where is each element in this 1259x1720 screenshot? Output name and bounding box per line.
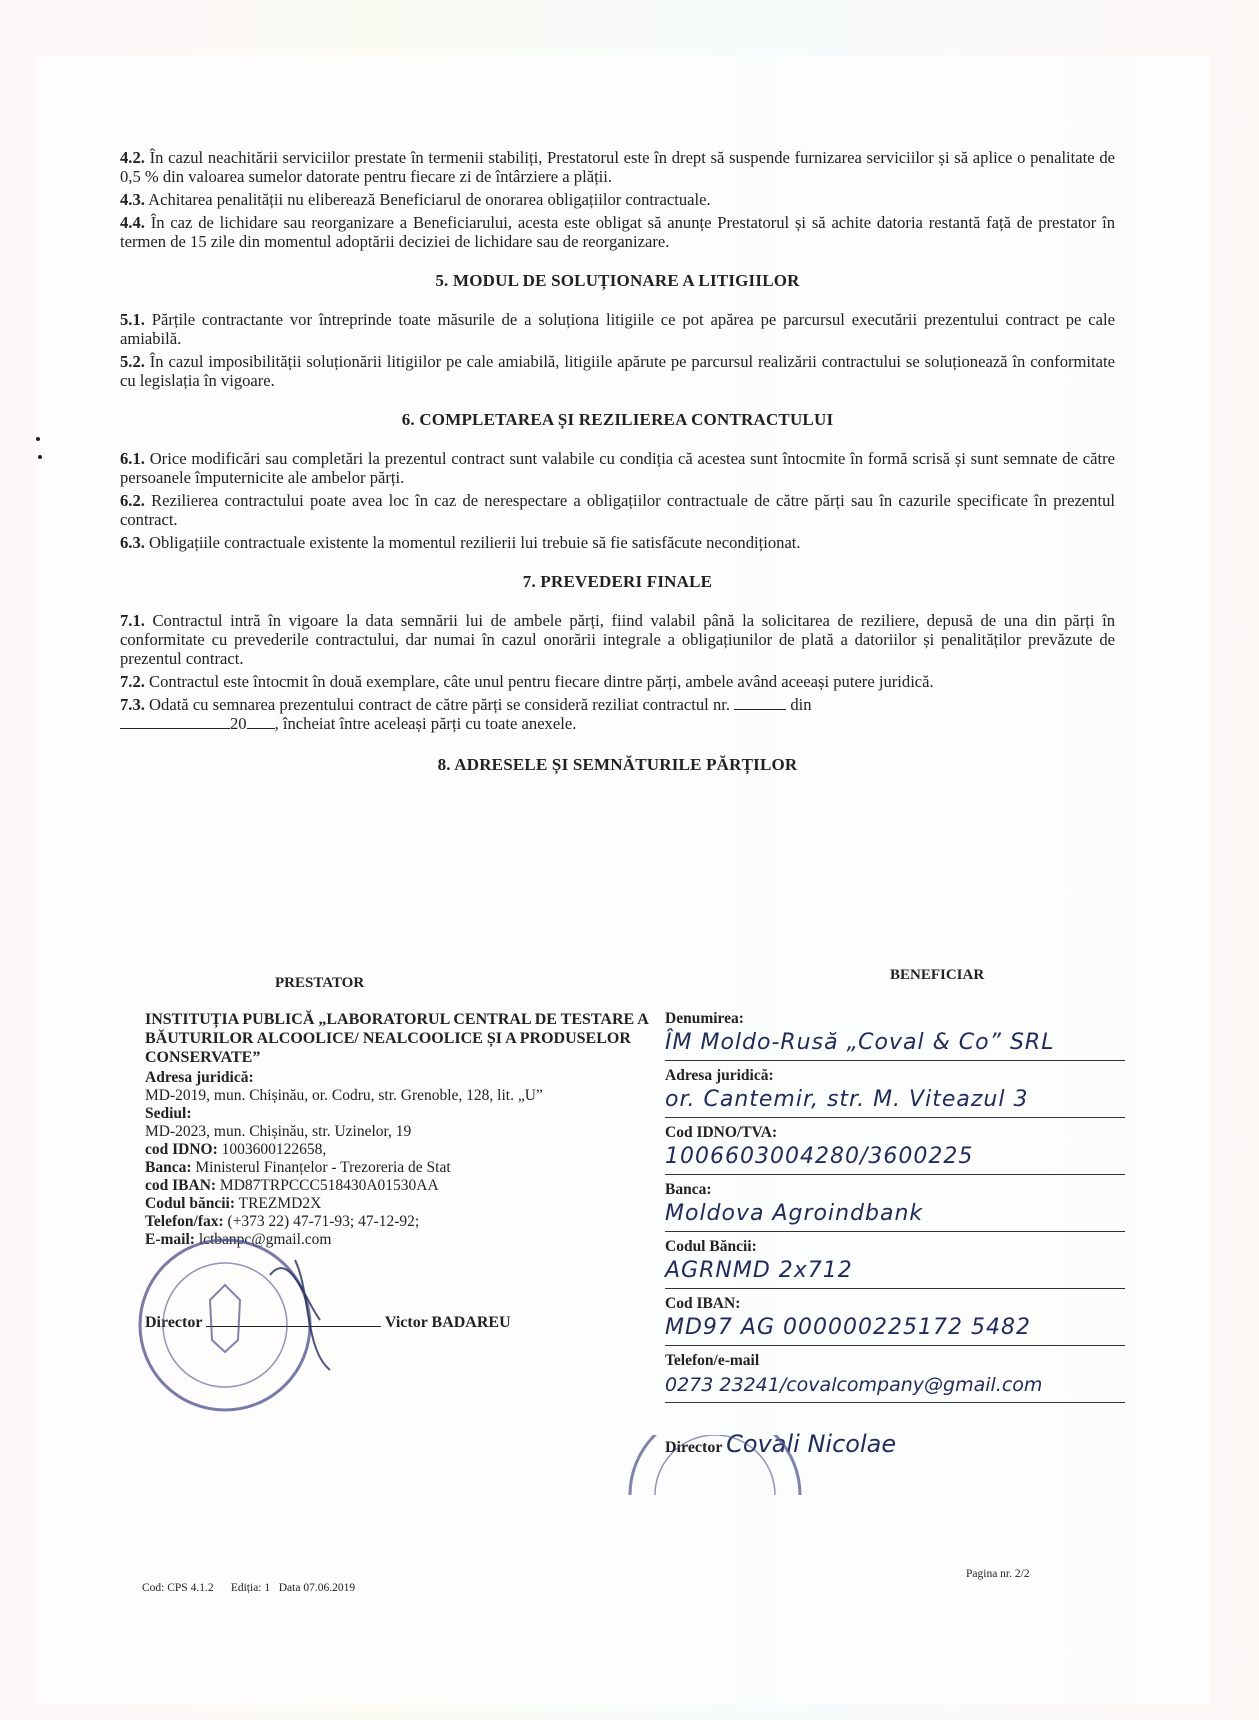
beneficiar-details — [665, 1010, 1125, 1409]
clause-7-3: 7.3. Odată cu semnarea prezentului contract de către părți se consideră reziliat contractul nr. din 20 , încheiat între aceleași părți cu toate anexele. — [120, 695, 812, 733]
prestator-seat-label: Sediul: — [145, 1105, 192, 1122]
beneficiar-idno-label: Cod IDNO/TVA: — [665, 1124, 778, 1141]
prestator-signature-row: Director Victor BADAREU — [145, 1310, 511, 1332]
parties-block — [120, 967, 1120, 1495]
footer-edition: Ediția: 1 — [230, 1582, 271, 1594]
contract-year-blank — [247, 714, 275, 729]
prestator-idno-row: cod IDNO: 1003600122658, — [145, 1141, 327, 1158]
section-7-heading: 7. PREVEDERI FINALE — [522, 572, 713, 591]
clause-7-1: 7.1. Contractul intră în vigoare la data semnării lui de ambele părți, fiind valabil până la solicitarea de reziliere, depusă de una din părți în conformitate cu prevederile contractului, dar numai în cazul onorării integrale a obligațiunilor de plată a datoriilor și penalităților prevăzute de prezentul contract. — [120, 611, 1115, 668]
clause-6-3: 6.3. Obligațiile contractuale existente la momentul rezilierii lui trebuie să fie satisfăcute necondiționat. — [120, 533, 801, 552]
clause-4-3: 4.3. Achitarea penalității nu eliberează Beneficiarul de onorarea obligațiilor contractuale. — [120, 190, 711, 209]
clause-4-4: 4.4. În caz de lichidare sau reorganizare a Beneficiarului, acesta este obligat să anunțe Prestatorul și să achite datoria restantă față de prestator în termen de 15 zile din momentul adoptării deciziei de lichidare sau de reorganizare. — [120, 213, 1115, 251]
clause-7-2: 7.2. Contractul este întocmit în două exemplare, câte unul pentru fiecare dintre părți, ambele având aceeași putere juridică. — [120, 672, 934, 691]
beneficiar-idno: 1006603004280/3600225 — [665, 1142, 1125, 1175]
beneficiar-address: or. Cantemir, str. M. Viteazul 3 — [665, 1085, 1125, 1118]
prestator-org-name: INSTITUȚIA PUBLICĂ „LABORATORUL CENTRAL DE TESTARE A BĂUTURILOR ALCOOLICE/ NEALCOOLICE ȘI A PRODUSELOR CONSERVATE” — [145, 1011, 648, 1066]
contract-number-blank — [734, 695, 786, 710]
prestator-heading: PRESTATOR — [275, 975, 365, 991]
prestator-details — [145, 1010, 665, 1249]
beneficiar-signature-row: Director Covali Nicolae — [665, 1430, 897, 1458]
footer-page-number: Pagina nr. 2/2 — [966, 1568, 1030, 1580]
footer-code: Cod: CPS 4.1.2 — [142, 1582, 214, 1594]
prestator-iban-row: cod IBAN: MD87TRPCCC518430A01530AA — [145, 1177, 439, 1194]
scan-speck — [36, 437, 40, 441]
beneficiar-bank: Moldova Agroindbank — [665, 1199, 1125, 1232]
footer-date: Data 07.06.2019 — [278, 1582, 356, 1594]
beneficiar-bankcode-label: Codul Băncii: — [665, 1238, 757, 1255]
beneficiar-iban: MD97 AG 000000225172 5482 — [665, 1313, 1125, 1346]
beneficiar-bankcode: AGRNMD 2x712 — [665, 1256, 1125, 1289]
clause-6-1: 6.1. Orice modificări sau completări la prezentul contract sunt valabile cu condiția că acestea sunt întocmite în formă scrisă și sunt semnate de către persoanele împuternicite ale ambelor părți. — [120, 449, 1116, 487]
clause-5-2: 5.2. În cazul imposibilității soluționării litigiilor pe cale amiabilă, litigiile apărute pe parcursul realizării contractului se soluționează în conformitate cu legislația în vigoare. — [120, 352, 1115, 390]
prestator-address: MD-2019, mun. Chișinău, or. Codru, str. Grenoble, 128, lit. „U” — [145, 1087, 543, 1104]
beneficiar-address-label: Adresa juridică: — [665, 1067, 774, 1084]
prestator-email-row: E-mail: lctbanpc@gmail.com — [145, 1231, 332, 1248]
footer-left — [142, 1582, 355, 1594]
scan-speck — [38, 455, 42, 459]
prestator-phone-row: Telefon/fax: (+373 22) 47-71-93; 47-12-92; — [145, 1213, 420, 1230]
clause-5-1: 5.1. Părțile contractante vor întreprinde toate măsurile de a soluționa litigiile ce pot apărea pe parcursul executării prezentului contract pe cale amiabilă. — [120, 310, 1115, 348]
clause-4-2: 4.2. În cazul neachitării serviciilor prestate în termenii stabiliți, Prestatorul este în drept să suspende furnizarea serviciilor și să aplice o penalitate de 0,5 % din valoarea sumelor datorate pentru fiecare zi de întârziere a plății. — [120, 148, 1115, 186]
beneficiar-contact-label: Telefon/e-mail — [665, 1352, 760, 1369]
section-6-heading: 6. COMPLETAREA ȘI REZILIEREA CONTRACTULUI — [401, 410, 834, 429]
prestator-seal-stamp — [120, 1230, 340, 1420]
beneficiar-seal-stamp — [620, 1435, 810, 1495]
prestator-seat: MD-2023, mun. Chișinău, str. Uzinelor, 19 — [145, 1123, 412, 1140]
prestator-bankcode-row: Codul băncii: TREZMD2X — [145, 1195, 322, 1212]
prestator-bank-row: Banca: Ministerul Finanțelor - Trezoreria de Stat — [145, 1159, 451, 1176]
prestator-address-label: Adresa juridică: — [145, 1069, 254, 1086]
contract-body — [120, 148, 1115, 794]
section-5-heading: 5. MODUL DE SOLUȚIONARE A LITIGIILOR — [435, 271, 800, 290]
contract-date-blank — [120, 714, 230, 729]
beneficiar-director-name: Covali Nicolae — [726, 1430, 897, 1458]
beneficiar-name-label: Denumirea: — [665, 1010, 744, 1027]
beneficiar-bank-label: Banca: — [665, 1181, 712, 1198]
beneficiar-name: ÎM Moldo-Rusă „Coval & Co” SRL — [665, 1028, 1125, 1061]
beneficiar-iban-label: Cod IBAN: — [665, 1295, 741, 1312]
section-8-heading: 8. ADRESELE ȘI SEMNĂTURILE PĂRȚILOR — [437, 755, 798, 774]
beneficiar-contact: 0273 23241/covalcompany@gmail.com — [665, 1370, 1125, 1403]
clause-6-2: 6.2. Rezilierea contractului poate avea loc în caz de nerespectare a obligațiilor contractuale de către părți sau în cazurile specificate în prezentul contract. — [120, 491, 1115, 529]
beneficiar-heading: BENEFICIAR — [890, 967, 985, 983]
